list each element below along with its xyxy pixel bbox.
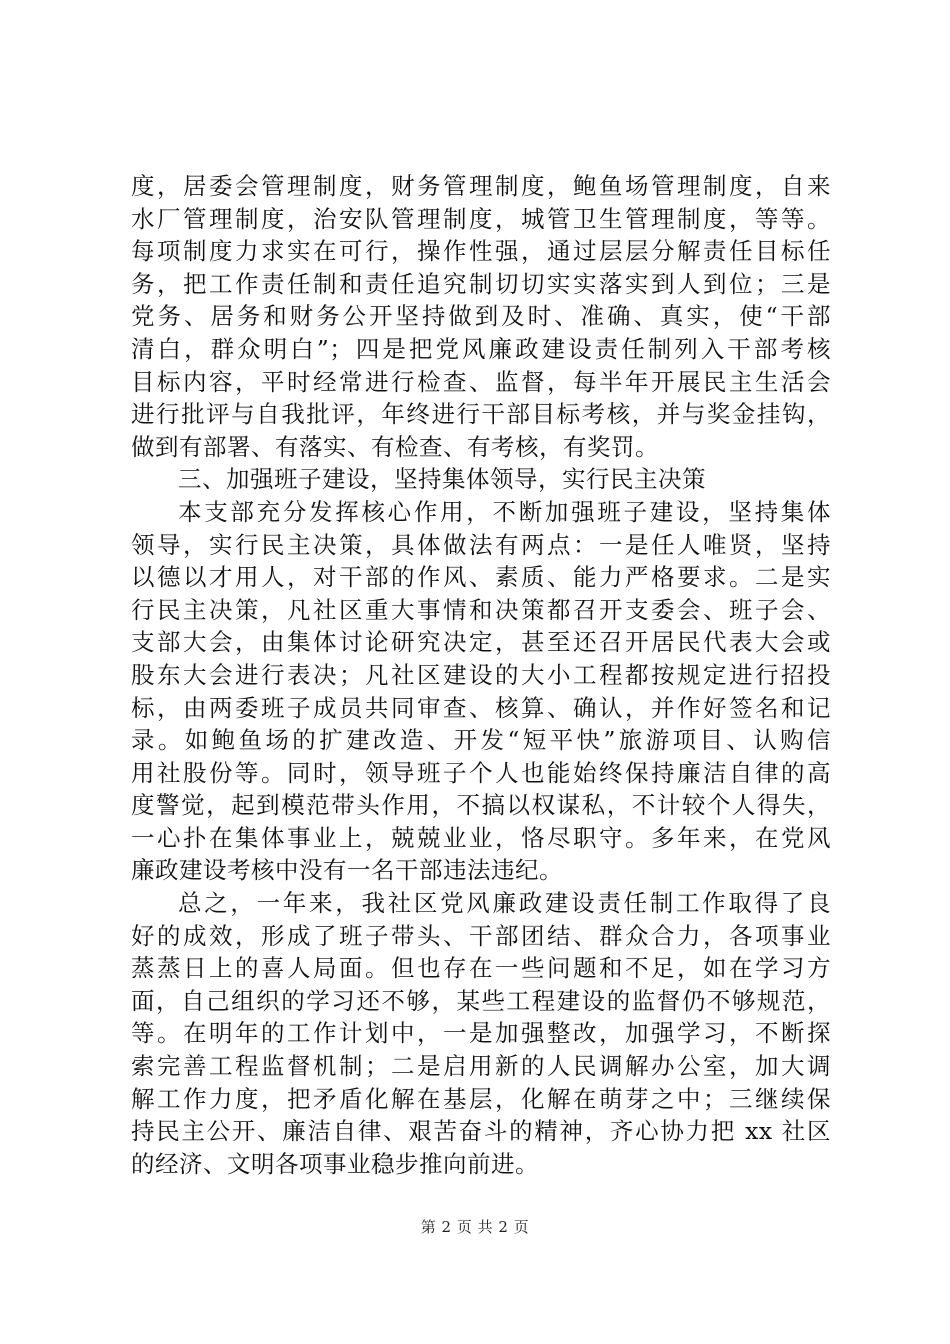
text-line: 一心扑在集体事业上，兢兢业业，恪尽职守。多年来，在党风 — [131, 823, 831, 852]
text-line: 的经济、文明各项事业稳步推向前进。 — [131, 1149, 539, 1178]
text-line: 以德以才用人，对干部的作风、素质、能力严格要求。二是实 — [131, 563, 831, 592]
text-line: 廉政建设考核中没有一名干部违法违纪。 — [131, 856, 563, 885]
text-line: 做到有部署、有落实、有检查、有考核，有奖罚。 — [131, 432, 659, 461]
text-line: 标，由两委班子成员共同审查、核算、确认，并作好签名和记 — [131, 693, 831, 722]
text-line: 股东大会进行表决；凡社区建设的大小工程都按规定进行招投 — [131, 660, 831, 689]
text-line: 三、加强班子建设，坚持集体领导，实行民主决策 — [178, 465, 706, 494]
text-line: 蒸蒸日上的喜人局面。但也存在一些问题和不足，如在学习方 — [131, 954, 831, 983]
text-line: 录。如鲍鱼场的扩建改造、开发“短平快”旅游项目、认购信 — [131, 726, 831, 755]
body-text — [131, 170, 831, 1180]
text-line: 水厂管理制度，治安队管理制度，城管卫生管理制度，等等。 — [131, 204, 831, 233]
text-line: 领导，实行民主决策，具体做法有两点：一是任人唯贤，坚持 — [131, 530, 831, 559]
text-line: 用社股份等。同时，领导班子个人也能始终保持廉洁自律的高 — [131, 758, 831, 787]
text-line: 支部大会，由集体讨论研究决定，甚至还召开居民代表大会或 — [131, 628, 831, 657]
text-line: 党务、居务和财务公开坚持做到及时、准确、真实，使“干部 — [131, 302, 831, 331]
text-line: 索完善工程监督机制；二是启用新的人民调解办公室，加大调 — [131, 1052, 831, 1081]
text-line: 解工作力度，把矛盾化解在基层，化解在萌芽之中；三继续保 — [131, 1084, 831, 1113]
text-line: 度，居委会管理制度，财务管理制度，鲍鱼场管理制度，自来 — [131, 172, 831, 200]
text-line: 本支部充分发挥核心作用，不断加强班子建设，坚持集体 — [178, 497, 831, 526]
text-line: 等。在明年的工作计划中，一是加强整改，加强学习，不断探 — [131, 1019, 831, 1048]
text-line: 务，把工作责任制和责任追究制切切实实落实到人到位；三是 — [131, 269, 831, 298]
text-line: 好的成效，形成了班子带头、干部团结、群众合力，各项事业 — [131, 921, 831, 950]
text-line: 每项制度力求实在可行，操作性强，通过层层分解责任目标任 — [131, 237, 831, 266]
text-line: 清白，群众明白”；四是把党风廉政建设责任制列入干部考核 — [131, 334, 831, 363]
text-line: 进行批评与自我批评，年终进行干部目标考核，并与奖金挂钩， — [131, 400, 831, 429]
text-line: 目标内容，平时经常进行检查、监督，每半年开展民主生活会 — [131, 367, 831, 396]
text-line: 面，自己组织的学习还不够，某些工程建设的监督仍不够规范， — [131, 986, 831, 1015]
text-line: 度警觉，起到模范带头作用，不搞以权谋私，不计较个人得失， — [131, 791, 831, 820]
text-line: 行民主决策，凡社区重大事情和决策都召开支委会、班子会、 — [131, 595, 831, 624]
text-line: 持民主公开、廉洁自律、艰苦奋斗的精神，齐心协力把 xx 社区 — [131, 1117, 831, 1146]
page-footer: 第 2 页 共 2 页 — [420, 1218, 530, 1236]
text-line: 总之，一年来，我社区党风廉政建设责任制工作取得了良 — [178, 889, 831, 918]
